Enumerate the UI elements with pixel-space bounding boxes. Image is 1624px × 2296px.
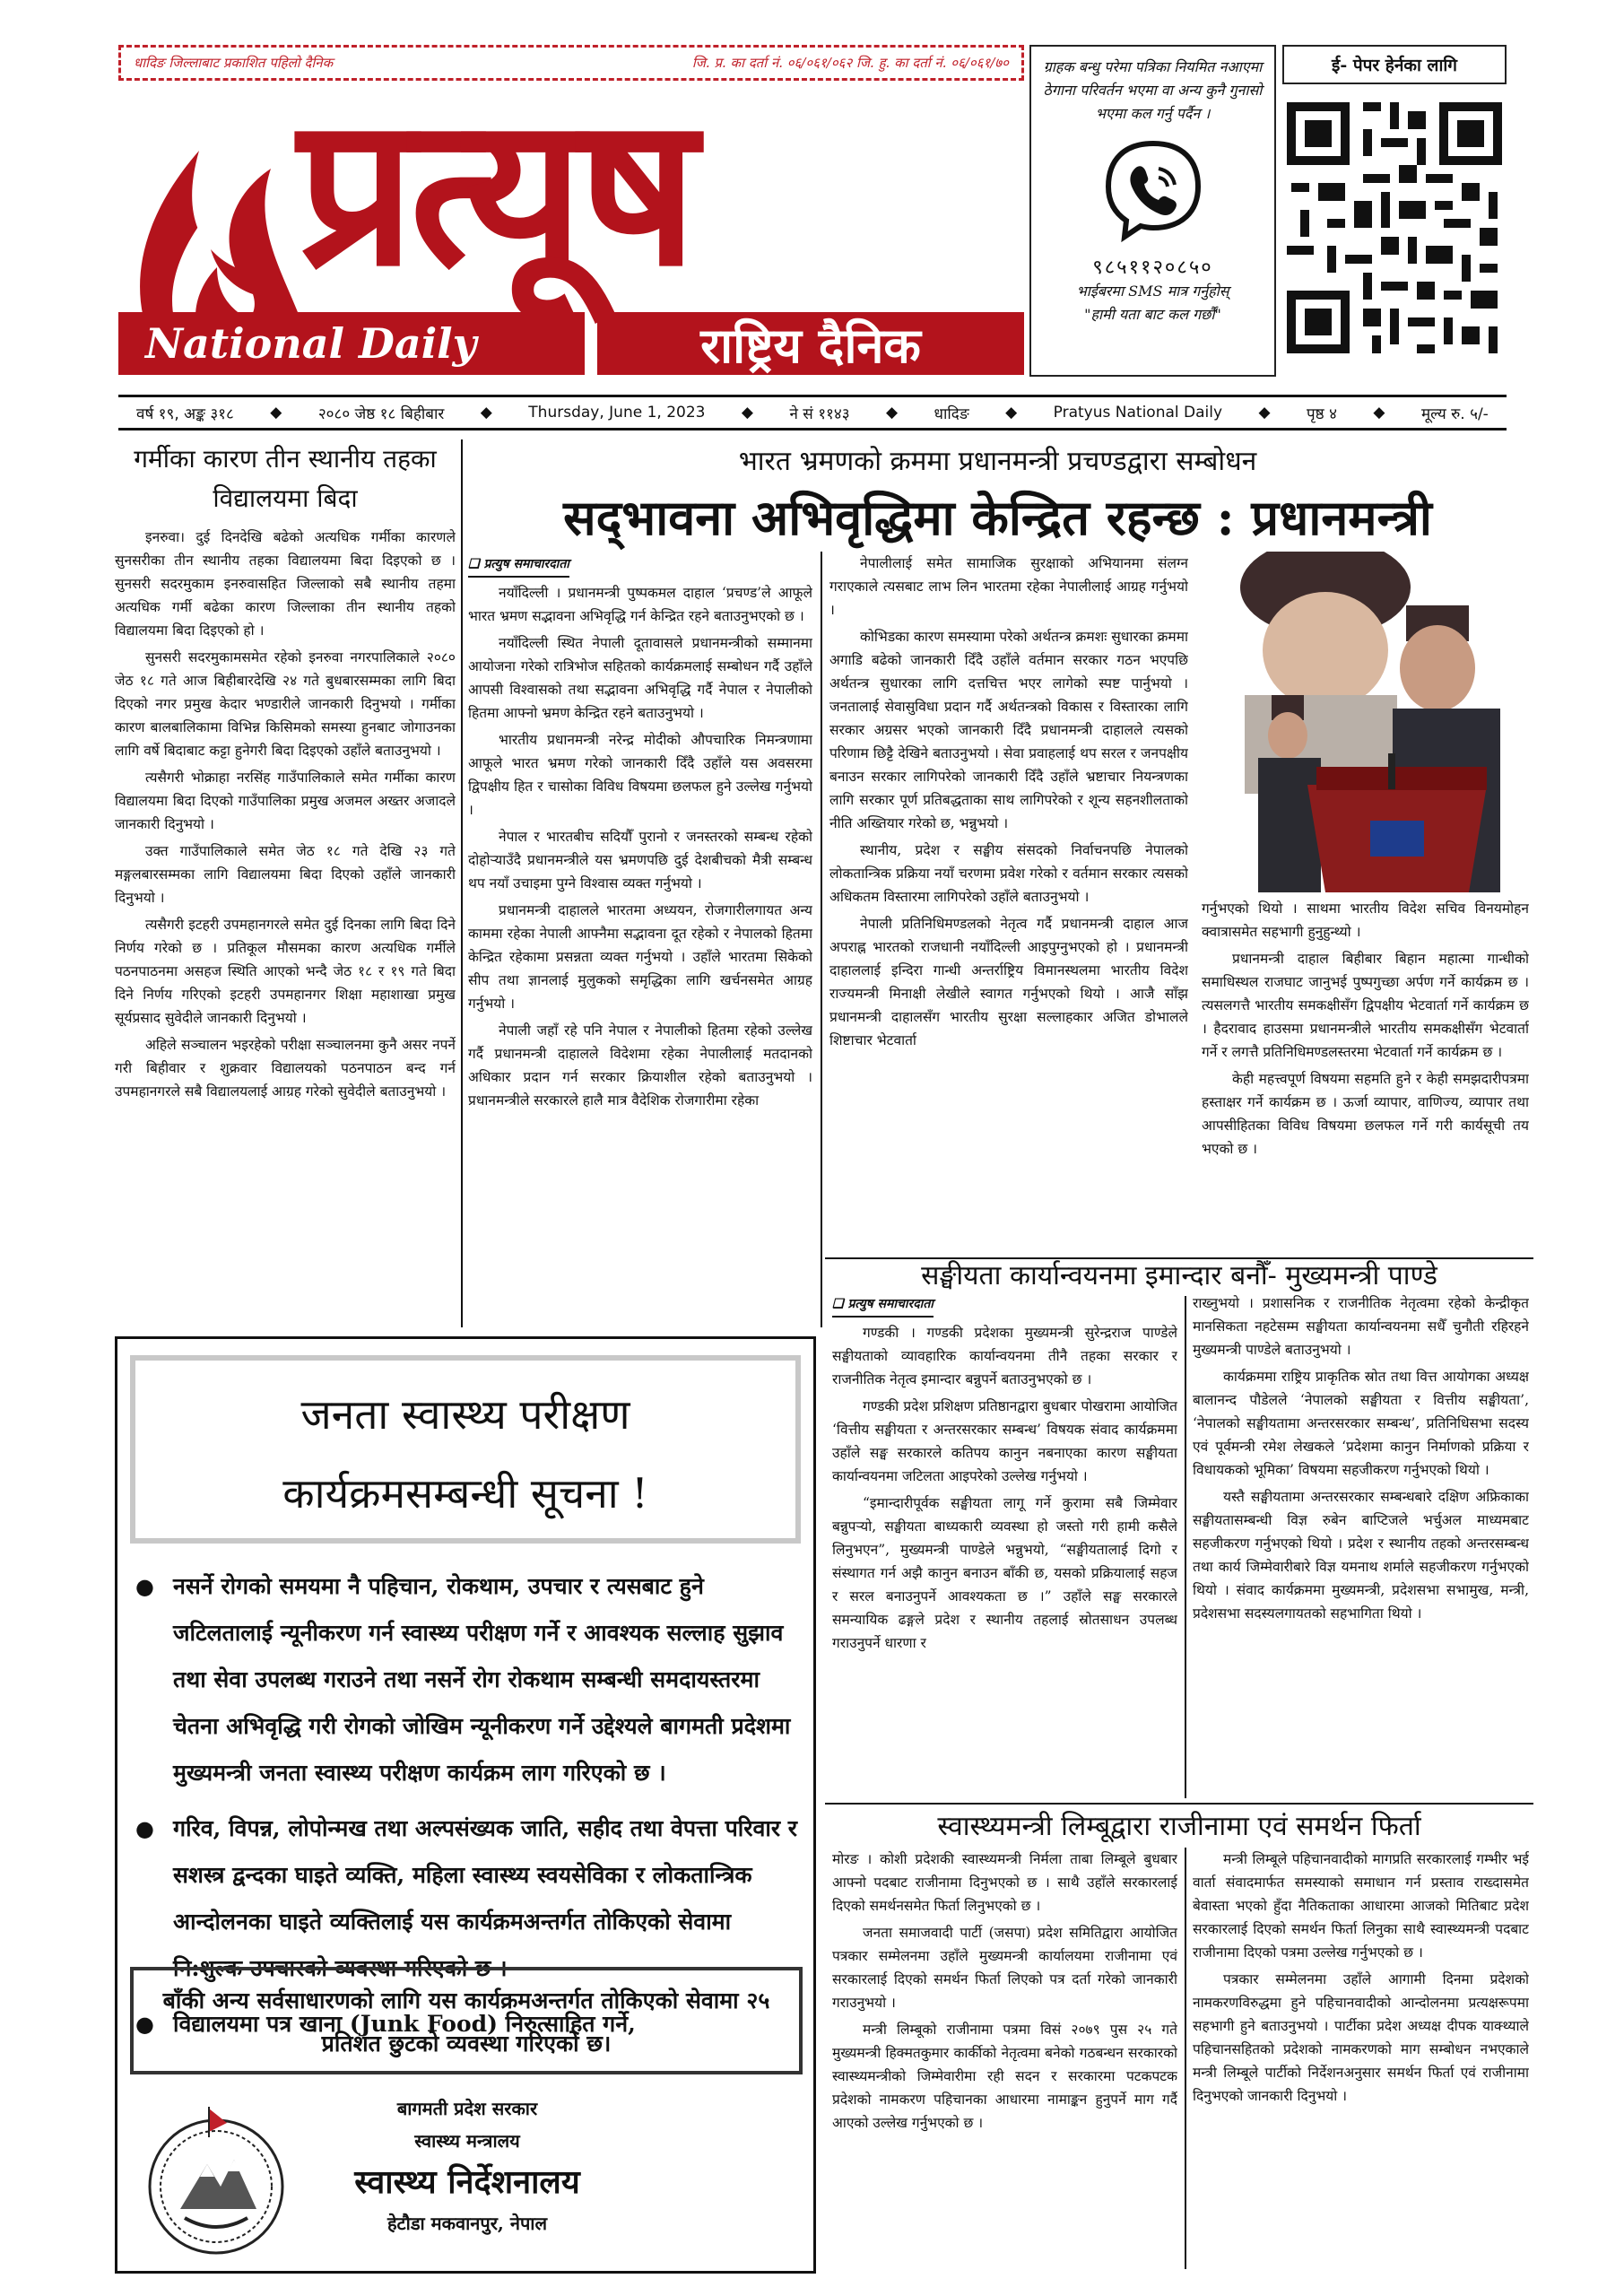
registration-left: धादिङ जिल्लाबाट प्रकाशित पहिलो दैनिक [134, 55, 334, 71]
volume-info: वर्ष १९, अङ्क ३१८ [136, 404, 234, 423]
main-story-kicker: भारत भ्रमणको क्रममा प्रधानमन्त्री प्रचण्डद्वारा सम्बोधन [738, 446, 1257, 477]
story2-paragraph: यस्तै सङ्घीयतामा अन्तरसरकार सम्बन्धबारे दक्षिण अफ्रिकाका सङ्घीयतासम्बन्धी विज्ञ रुबेन बाप्टिजले भर्चुअल माध्यमबाट सहजीकरण गर्नुभएको थियो । प्रदेश र स्थानीय तहको अन्तरसम्बन्ध तथा कार्य जिम्मेवारीबारे विज्ञ यमनाथ शर्माले सहजीकरण गर्नुभएको थियो । संवाद कार्यक्रममा मुख्यमन्त्री, प्रदेशसभा सभामुख, मन्त्री, प्रदेशसभा सदस्यलगायतको सहभागिता थियो । [1193, 1489, 1529, 1622]
story2-col1 [832, 1292, 1177, 1794]
left-story-paragraph: उक्त गाउँपालिकाले समेत जेठ १८ गते देखि २३ गते मङ्गलबारसम्मका लागि विद्यालयमा बिदा दिएको उहाँले जानकारी दिनुभयो । [115, 843, 456, 906]
diamond-icon: ◆ [480, 404, 492, 422]
diamond-icon: ◆ [886, 404, 899, 422]
price: मूल्य रु. ५/- [1420, 404, 1489, 423]
gov-line4: हेटौडा मकवानपुर, नेपाल [386, 2213, 548, 2234]
left-story-title: गर्मीका कारण तीन स्थानीय तहका विद्यालयमा बिदा [134, 444, 437, 513]
main-story-paragraph: भारतीय प्रधानमन्त्री नरेन्द्र मोदीको औपचारिक निमन्त्रणामा आफूले भारत भ्रमण गरेको जानकारी दिँदै उहाँले यस अवसरमा द्विपक्षीय हित र चासोका विविध विषयमा छलफल हुने उल्लेख गर्नुभयो । [468, 732, 812, 818]
story2-paragraph: कार्यक्रममा राष्ट्रिय प्राकृतिक स्रोत तथा वित्त आयोगका अध्यक्ष बालानन्द पौडेलले ‘नेपालको सङ्घीयता र वित्तीय सङ्घीयता’, ‘नेपालको सङ्घीयतामा अन्तरसरकार सम्बन्ध’, प्रतिनिधिसभा सदस्य एवं पूर्वमन्त्री रमेश लेखकले ‘प्रदेशमा कानुन निर्माणको प्रक्रिया र विधायकको भूमिका’ विषयमा सहजीकरण गर्नुभएको थियो । [1193, 1369, 1529, 1478]
story2-col2 [1193, 1292, 1529, 1794]
sms-quote: "हामी यता बाट कल गर्छौं" [1084, 306, 1221, 323]
story2-paragraph: गण्डकी । गण्डकी प्रदेशका मुख्यमन्त्री सुरेन्द्रराज पाण्डेले सङ्घीयताको व्यावहारिक कार्यान्वयनमा तीनै तहका सरकार र राजनीतिक नेतृत्व इमान्दार बन्नुपर्ने बताउनुभएको छ । [832, 1325, 1177, 1387]
main-story-paragraph: स्थानीय, प्रदेश र सङ्घीय संसदको निर्वाचनपछि नेपालको लोकतान्त्रिक प्रक्रिया नयाँ चरणमा प्रवेश गरेको र वर्तमान सरकार त्यसको अधिकतम विस्तारमा लागिपरेको उहाँले बताउनुभयो । [829, 842, 1188, 905]
health-notice-ad [115, 1336, 816, 2274]
ad-date: Thursday, June 1, 2023 [528, 404, 706, 422]
main-story-paragraph: गर्नुभएको थियो । साथमा भारतीय विदेश सचिव विनयमोहन क्वात्रासमेत सहभागी हुनुहुन्थ्यो । [1202, 900, 1529, 940]
left-story [115, 439, 456, 1327]
logo-band [118, 312, 1024, 375]
epaper-label: ई- पेपर हेर्नका लागि [1282, 45, 1507, 84]
section-divider [825, 1803, 1533, 1805]
viber-phone-icon [1099, 136, 1207, 244]
sms-contact-box [1029, 45, 1276, 377]
story2-paragraph: “इमान्दारीपूर्वक सङ्घीयता लागू गर्ने कुरामा सबै जिम्मेवार बन्नुपऱ्यो, सङ्घीयता बाध्यकारी व्यवस्था हो जस्तो गरी हामी कसैले लिनुभएन”, मुख्यमन्त्री पाण्डेले भन्नुभयो, “सङ्घीयतालाई दिगो र संस्थागत गर्न अझै कानुन बनाउन बाँकी छ, यसको प्रक्रियालाई सहज र सरल बनाउनुपर्ने आवश्यकता छ ।” उहाँले सङ्घ सरकारले समन्यायिक ढङ्गले प्रदेश र स्थानीय तहलाई स्रोतसाधन उपलब्ध गराउनुपर्ने धारणा र [832, 1495, 1177, 1651]
left-story-paragraph: सुनसरी सदरमुकामसमेत रहेको इनरुवा नगरपालिकाले २०८० जेठ १८ गते आज बिहीबारदेखि २४ गते बुधबारसम्मका लागि बिदा दिएको नगर प्रमुख केदार भण्डारीले जानकारी दिनुभयो । गर्मीका कारण बालबालिकामा विभिन्न किसिमको समस्या हुनबाट जोगाउनका लागि वर्षे बिदाबाट कट्टा हुनेगरी बिदा दिइएको उहाँले बताउनुभयो । [115, 649, 456, 759]
story2-paragraph: गण्डकी प्रदेश प्रशिक्षण प्रतिष्ठानद्वारा बुधबार पोखरामा आयोजित ‘वित्तीय सङ्घीयता र अन्तरसरकार सम्बन्ध’ विषयक संवाद कार्यक्रममा उहाँले सङ्घ सरकारले कतिपय कानुन नबनाएका कारण सङ्घीयता कार्यान्वयनमा जटिलता आइपरेको उल्लेख गर्नुभयो । [832, 1398, 1177, 1484]
diamond-icon: ◆ [1005, 404, 1018, 422]
notice-title [130, 1355, 801, 1544]
main-story-paragraph: नेपाली जहाँ रहे पनि नेपाल र नेपालीको हितमा रहेको उल्लेख गर्दै प्रधानमन्त्री दाहालले विदेशमा रहेका नेपालीलाई मतदानको अधिकार प्रदान गर्न सरकार क्रियाशील रहेको बताउनुभयो । प्रधानमन्त्रीले सरकारले हालै मात्र वैदेशिक रोजगारीमा रहेका [468, 1022, 812, 1109]
column-divider [1185, 1296, 1186, 1798]
main-story-byline: ❑ प्रत्युष समाचारदाता [468, 552, 569, 578]
gov-line3: स्वास्थ्य निर्देशनालय [354, 2163, 580, 2201]
newspaper-logo [118, 70, 1024, 375]
notice-footer [117, 2083, 819, 2272]
logo-english: National Daily [118, 312, 585, 375]
registration-right: जि. प्र. का दर्ता नं. ०६/०६१/०६२ जि. हु. का दर्ता नं. ०६/०६१/७० [691, 55, 1009, 71]
notice-item: ● विद्यालयमा पत्र खाना (Junk Food) निरुत्साहित गर्ने, [130, 2001, 803, 2048]
paper-name: Pratyus National Daily [1053, 404, 1223, 422]
column-divider [821, 552, 822, 1327]
story2-byline: ❑ प्रत्युष समाचारदाता [832, 1292, 934, 1318]
main-story-paragraph: नयाँदिल्ली स्थित नेपाली दूतावासले प्रधानमन्त्रीको सम्मानमा आयोजना गरेको रात्रिभोज सहितको कार्यक्रमलाई सम्बोधन गर्दै उहाँले आपसी विश्वासको तथा सद्भावना अभिवृद्धि गर्दै नेपाल र नेपालीको हितमा आफ्नो भ्रमण केन्द्रित रहने बताउनुभयो । [468, 635, 812, 721]
nepal-emblem-icon [144, 2101, 288, 2258]
main-story-paragraph: प्रधानमन्त्री दाहालले भारतमा अध्ययन, रोजगारीलगायत अन्य काममा रहेका नेपाली आफ्नैमा सद्भावना दूत रहेको र नेपालको हितमा केन्द्रित रहेकामा प्रसन्नता व्यक्त गर्नुभयो । उहाँले भारतमा सिकेको सीप तथा ज्ञानलाई मुलुकको समृद्धिका लागि खर्चनसमेत आग्रह गर्नुभयो । [468, 902, 812, 1012]
diamond-icon: ◆ [1373, 404, 1385, 422]
story2-paragraph: राख्नुभयो । प्रशासनिक र राजनीतिक नेतृत्वमा रहेको केन्द्रीकृत मानसिकता नहटेसम्म सङ्घीयता कार्यान्वयनमा सधैँ चुनौती रहिरहने मुख्यमन्त्री पाण्डेले बताउनुभयो । [1193, 1295, 1529, 1358]
story3-paragraph: मोरङ । कोशी प्रदेशकी स्वास्थ्यमन्त्री निर्मला ताबा लिम्बूले बुधबार आफ्नो पदबाट राजीनामा दिनुभएको छ । साथै उहाँले सरकारलाई दिएको समर्थनसमेत फिर्ता लिनुभएको छ । [832, 1851, 1177, 1914]
bs-date: २०८० जेष्ठ १८ बिहीबार [317, 404, 445, 423]
story3-col2 [1193, 1848, 1529, 2269]
main-story-paragraph: नयाँदिल्ली । प्रधानमन्त्री पुष्पकमल दाहाल ‘प्रचण्ड’ले आफूले भारत भ्रमण सद्भावना अभिवृद्धि गर्न केन्द्रित रहने बताउनुभएको छ । [468, 585, 812, 624]
page-number: पृष्ठ ४ [1307, 404, 1337, 423]
main-story-col3 [1202, 897, 1529, 1256]
diamond-icon: ◆ [270, 404, 282, 422]
story3-paragraph: मन्त्री लिम्बूको राजीनामा पत्रमा विसं २०७९ पुस २५ गते मुख्यमन्त्री हिक्मतकुमार कार्कीको नेतृत्वमा बनेको गठबन्धन सरकारको स्वास्थ्यमन्त्रीको जिम्मेवारीमा रही सदन र सरकारमा पटकपटक प्रदेशको नामकरण पहिचानका आधारमा नामाङ्कन हुनुपर्ने माग गर्दै आएको उल्लेख गर्नुभएको छ । [832, 2022, 1177, 2131]
discount-box: बाँकी अन्य सर्वसाधारणको लागि यस कार्यक्रमअन्तर्गत तोकिएको सेवामा २५ प्रतिशत छुटको व्यवस्था गरिएको छ। [130, 1967, 803, 2074]
column-divider [1185, 1848, 1186, 2269]
date-bar [118, 395, 1507, 430]
main-story-col1 [468, 552, 812, 1327]
main-story-paragraph: कोभिडका कारण समस्यामा परेको अर्थतन्त्र क्रमशः सुधारका क्रममा अगाडि बढेको जानकारी दिँदै उहाँले वर्तमान सरकार गठन भएपछि अर्थतन्त्र सुधारका लागि दत्तचित्त भएर लागेको स्पष्ट पार्नुभयो । जनतालाई सेवासुविधा प्रदान गर्दै अर्थतन्त्रको विकास र विस्तारका लागि सरकार अग्रसर भएको जानकारी दिँदै प्रधानमन्त्री दाहालले त्यसको परिणाम छिट्टै देखिने बताउनुभयो । सेवा प्रवाहलाई थप सरल र जनपक्षीय बनाउन सरकार लागिपरेको जानकारी दिँदै उहाँले भ्रष्टाचार नियन्त्रणका लागि सरकार पूर्ण प्रतिबद्धताका साथ लागिपरेको र शून्य सहनशीलताको नीति अख्तियार गरेको छ, भन्नुभयो । [829, 629, 1188, 831]
story3-headline: स्वास्थ्यमन्त्री लिम्बूद्वारा राजीनामा एवं समर्थन फिर्ता [937, 1811, 1421, 1842]
main-story-paragraph: प्रधानमन्त्री दाहाल बिहीबार बिहान महात्मा गान्धीको समाधिस्थल राजघाट जानुभई पुष्पगुच्छा अर्पण गर्ने कार्यक्रम छ । त्यसलगत्तै भारतीय समकक्षीसँग द्विपक्षीय भेटवार्ता गर्ने कार्यक्रम छ । हैदरावाद हाउसमा प्रधानमन्त्रीले भारतीय समकक्षीसँग भेटवार्ता गर्ने र लगत्तै प्रतिनिधिमण्डलस्तरमा भेटवार्ता गर्ने कार्यक्रम छ । [1202, 951, 1529, 1060]
sms-cta: भाईबरमा SMS मात्र गर्नुहोस् [1076, 283, 1229, 300]
qr-code-icon[interactable] [1282, 93, 1507, 362]
prime-minister-photo [1209, 552, 1524, 892]
main-story-paragraph: नेपाली प्रतिनिधिमण्डलको नेतृत्व गर्दै प्रधानमन्त्री दाहाल आज अपराह्न भारतको राजधानी नयाँदिल्ली आइपुग्नुभएको हो । प्रधानमन्त्री दाहाललाई इन्दिरा गान्धी अन्तर्राष्ट्रिय विमानस्थलमा भारतीय विदेश राज्यमन्त्री मिनाक्षी लेखीले स्वागत गर्नुभएको थियो । आजै साँझ प्रधानमन्त्री दाहालसँग भारतीय सुरक्षा सल्लाहकार अजित डोभालले शिष्टाचार भेटवार्ता [829, 916, 1188, 1048]
main-story-paragraph: नेपालीलाई समेत सामाजिक सुरक्षाको अभियानमा संलग्न गराएकाले त्यसबाट लाभ लिन भारतमा रहेका नेपालीलाई आग्रह गर्नुभयो । [829, 555, 1188, 618]
left-story-paragraph: त्यसैगरी इटहरी उपमहानगरले समेत दुई दिनका लागि बिदा दिने निर्णय गरेको छ । प्रतिकूल मौसमका कारण अत्यधिक गर्मीले पठनपाठनमा असहज स्थिति आएको भन्दै जेठ १८ र १९ गते बिदा दिने निर्णय गरिएको इटहरी उपमहानगर शिक्षा महाशाखा प्रमुख सूर्यप्रसाद सुवेदीले जानकारी दिनुभयो । [115, 917, 456, 1026]
logo-wordmark: प्रत्यूष [298, 70, 692, 312]
epaper-box [1282, 45, 1507, 377]
left-story-paragraph: त्यसैगरी भोक्राहा नरसिंह गाउँपालिकाले समेत गर्मीका कारण विद्यालयमा बिदा दिएको गाउँपालिका प्रमुख अजमल अख्तर अजादले जानकारी दिनुभयो । [115, 770, 456, 832]
sms-number: ९८५११२०८५० [1092, 257, 1213, 279]
sms-notice: ग्राहक बन्धु परेमा पत्रिका नियमित नआएमा ठेगाना परिवर्तन भएमा वा अन्य कुनै गुनासो भएमा कल गर्नु पर्दैन । [1043, 58, 1263, 122]
gov-line2: स्वास्थ्य मन्त्रालय [414, 2130, 520, 2152]
notice-item: ● गरिव, विपन्न, लोपोन्मख तथा अल्पसंख्यक जाति, सहीद तथा वेपत्ता परिवार र सशस्त्र द्वन्दका घाइते व्यक्ति, महिला स्वास्थ्य स्वयसेविका र लोकतान्त्रिक आन्दोलनका घाइते व्यक्तिलाई यस कार्यक्रमअन्तर्गत तोकिएको सेवामा नि:शुल्क उपचारको व्यवस्था गरिएको छ । [130, 1805, 803, 1992]
gov-line1: बागमती प्रदेश सरकार [396, 2098, 538, 2119]
diamond-icon: ◆ [1258, 404, 1271, 422]
main-story-paragraph: नेपाल र भारतबीच सदियौँ पुरानो र जनस्तरको सम्बन्ध रहेको दोहोऱ्याउँदै प्रधानमन्त्रीले यस भ्रमणपछि दुई देशबीचको मैत्री सम्बन्ध थप नयाँ उचाइमा पुग्ने विश्वास व्यक्त गर्नुभयो । [468, 829, 812, 891]
ns-year: ने सं ११४३ [789, 404, 850, 423]
government-office [297, 2092, 638, 2239]
story2-headline: सङ्घीयता कार्यान्वयनमा इमान्दार बनौँ- मुख्यमन्त्री पाण्डे [921, 1260, 1437, 1292]
notice-title-line1: जनता स्वास्थ्य परीक्षण [300, 1390, 630, 1439]
notice-title-line2: कार्यक्रमसम्बन्धी सूचना ! [282, 1469, 648, 1518]
story3-paragraph: पत्रकार सम्मेलनमा उहाँले आगामी दिनमा प्रदेशको नामकरणविरुद्धमा हुने पहिचानवादीको आन्दोलनमा प्रत्यक्षरूपमा सहभागी हुने बताउनुभयो । पार्टीका प्रदेश अध्यक्ष दीपक याक्थ्याले पहिचानसहितको प्रदेशको नामकरणको माग सम्बोधन नभएकाले मन्त्री लिम्बूले पार्टीको निर्देशनअनुसार समर्थन फिर्ता एवं राजीनामा दिनुभएको जानकारी दिनुभयो । [1193, 1971, 1529, 2104]
main-story-paragraph: केही महत्त्वपूर्ण विषयमा सहमति हुने र केही समझदारीपत्रमा हस्ताक्षर गर्ने कार्यक्रम छ । ऊर्जा व्यापार, वाणिज्य, व्यापार तथा आपसीहितका विविध विषयमा छलफल गर्ने गरी कार्यसूची तय भएको छ । [1202, 1071, 1529, 1157]
story3-paragraph: जनता समाजवादी पार्टी (जसपा) प्रदेश समितिद्वारा आयोजित पत्रकार सम्मेलनमा उहाँले मुख्यमन्त्री कार्यालयमा राजीनामा एवं सरकारलाई दिएको समर्थन फिर्ता लिएको पत्र दर्ता गरेको जानकारी गराउनुभयो । [832, 1925, 1177, 2011]
left-story-paragraph: इनरुवा। दुई दिनदेखि बढेको अत्यधिक गर्मीका कारणले सुनसरीका तीन स्थानीय तहका विद्यालयमा बिदा दिइएको छ । सुनसरी सदरमुकाम इनरुवासहित जिल्लाको सबै स्थानीय तहमा अत्यधिक गर्मी बढेका कारण जिल्लाका तीन स्थानीय तहको विद्यालयमा बिदा दिइएको हो । [115, 529, 456, 639]
logo-nepali: राष्ट्रिय दैनिक [597, 312, 1024, 375]
main-story-col2 [829, 552, 1188, 1251]
story3-col1 [832, 1848, 1177, 2269]
place: धादिङ [934, 404, 969, 423]
left-story-paragraph: अहिले सञ्चालन भइरहेको परीक्षा सञ्चालनमा कुनै असर नपर्ने गरी बिहीवार र शुक्रवार विद्यालयको पठनपाठन बन्द गर्न उपमहानगरले सबै विद्यालयलाई आग्रह गरेको सुवेदीले बताउनुभयो । [115, 1037, 456, 1100]
notice-item: ● नसर्ने रोगको समयमा नै पहिचान, रोकथाम, उपचार र त्यसबाट हुने जटिलतालाई न्यूनीकरण गर्न स्वास्थ्य परीक्षण गर्ने र आवश्यक सल्लाह सुझाव तथा सेवा उपलब्ध गराउने तथा नसर्ने रोग रोकथाम सम्बन्धी समदायस्तरमा चेतना अभिवृद्धि गरी रोगको जोखिम न्यूनीकरण गर्ने उद्देश्यले बागमती प्रदेशमा मुख्यमन्त्री जनता स्वास्थ्य परीक्षण कार्यक्रम लाग गरिएको छ । [130, 1563, 803, 1796]
main-story-headline: सद्‌भावना अभिवृद्धिमा केन्द्रित रहन्छ : प्रधानमन्त्री [563, 489, 1432, 546]
diamond-icon: ◆ [741, 404, 753, 422]
story3-paragraph: मन्त्री लिम्बूले पहिचानवादीको मागप्रति सरकारलाई गम्भीर भई वार्ता संवादमार्फत समस्याको समाधान गर्न प्रस्ताव राख्दासमेत बेवास्ता भएको हुँदा नैतिकताका आधारमा आजको मितिबाट प्रदेश सरकारलाई दिएको समर्थन फिर्ता लिनुका साथै स्वास्थ्यमन्त्री पदबाट राजीनामा दिएको पत्रमा उल्लेख गर्नुभएको छ । [1193, 1851, 1529, 1961]
column-divider [461, 439, 463, 1327]
